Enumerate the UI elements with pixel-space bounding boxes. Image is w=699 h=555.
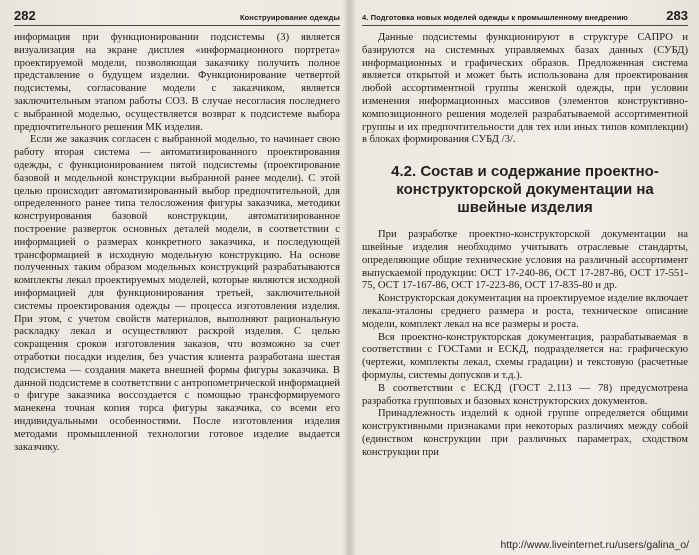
left-page xyxy=(14,8,340,533)
section-heading: 4.2. Состав и содержание проектно-конструкторской документации на швейные изделия xyxy=(391,163,659,217)
page-number-right: 283 xyxy=(666,8,688,23)
right-paragraph-2: Конструкторская документация на проектируемое изделие включает лекала-эталоны среднего размера и роста, техническое описание модели, комплект лекал на все размеры и роста. xyxy=(362,293,688,330)
source-url: http://www.liveinternet.ru/users/galina_o/ xyxy=(500,539,689,551)
running-title-right: 4. Подготовка новых моделей одежды к промышленному внедрению xyxy=(362,13,628,22)
right-page-header xyxy=(362,8,688,26)
right-paragraph-3: Вся проектно-конструкторская документация, разрабатываемая в соответствии с ГОСТами и ЕСКД, подразделяется на: графическую (чертежи, комплекты лекал, схемы градации) и текстовую (расчетные формулы, системы допусков и т.д.). xyxy=(362,331,688,381)
left-page-header xyxy=(14,8,340,26)
right-paragraph-4: В соответствии с ЕСКД (ГОСТ 2.113 — 78) предусмотрена разработка групповых и базовых конструкторских документов. xyxy=(362,382,688,407)
right-intro-paragraph: Данные подсистемы функционируют в структуре САПРО и базируются на системных управляемых базах данных (СУБД) информационных и графических образов. Предложенная система является открытой и может быть использована для проектирования любой ассортиментной группы женской одежды, при условии изменения информационных массивов (элементов конструктивно-композиционного решения моделей разрабатываемой ассортиментной группы и их предпочтительности для тех или иных типов комплекции) в блоках формирования СУБД /3/. xyxy=(362,32,688,146)
page-number-left: 282 xyxy=(14,8,36,23)
running-title-left: Конструирование одежды xyxy=(239,13,340,22)
right-paragraph-1: При разработке проектно-конструкторской документации на швейные изделия необходимо учитывать отраслевые стандарты, определяющие общие технические условия на различный ассортимент выпускаемой продукции: ОСТ 17-240-86, ОСТ 17-287-86, ОСТ 17-551-75, ОСТ 17-167-86, ОСТ 17-223-86, ОСТ 17-835-80 и др. xyxy=(362,229,688,292)
right-paragraph-5: Принадлежность изделий к одной группе определяется общими конструктивными признаками при некоторых различиях между собой (единством конструкции при различных параметрах, сходством конструкции при xyxy=(362,408,688,458)
left-paragraph-2: Если же заказчик согласен с выбранной моделью, то начинает свою работу вторая система — автоматизированного проектирования одежды, с функционированием пятой подсистемы (проектирование базовой и модельной конструкции выбранной ранее модели). С этой целью происходит автоматизированный выбор предпочтительной, для определенного ранее типа телосложения фигуры заказчика, методики конструирования базовой конструкции, автоматизированное построение разверток основных деталей модели, в соответствии с информацией о размерах конкретного заказчика, и последующей трансформацией в исходную модельную конструкцию. На основе полученных таким образом модельных конструкций разрабатываются комплекты лекал проектируемых моделей, которые являются исходной информацией для функционирования третьей, заключительной системы проектирования одежды — процесса изготовления изделия. При этом, с учетом свойств материалов, выполняют рациональную раскладку лекал и осуществляют раскрой изделия. С целью сокращения сроков изготовления заказов, что возможно за счет отработки посадки изделия, без участия клиента разработана шестая подсистема — создания макета внешней формы фигуры заказчика. В данной подсистеме в соответствии с антропометрической информацией о фигуре заказчика воссоздается с помощью трансформируемого манекена точная копия торса фигуры заказчика, со всеми его индивидуальными особенностями. После изготовления изделия методами промышленной технологии готовое изделие выдается заказчику. xyxy=(14,134,340,453)
left-paragraph-1: информация при функционировании подсистемы (3) является визуализация на экране дисплея «информационного портрета» проектируемой модели, позволяющая заказчику получить полное представление о будущем изделии. Функционирование четвертой подсистемы, согласование модели с заказчиком, является заключительным этапом работы СОЗ. В случае несогласия последнего с выбранной моделью, осуществляется возврат к подсистеме выбора предпочтительного решения МК изделия. xyxy=(14,32,340,133)
right-page xyxy=(362,8,688,533)
